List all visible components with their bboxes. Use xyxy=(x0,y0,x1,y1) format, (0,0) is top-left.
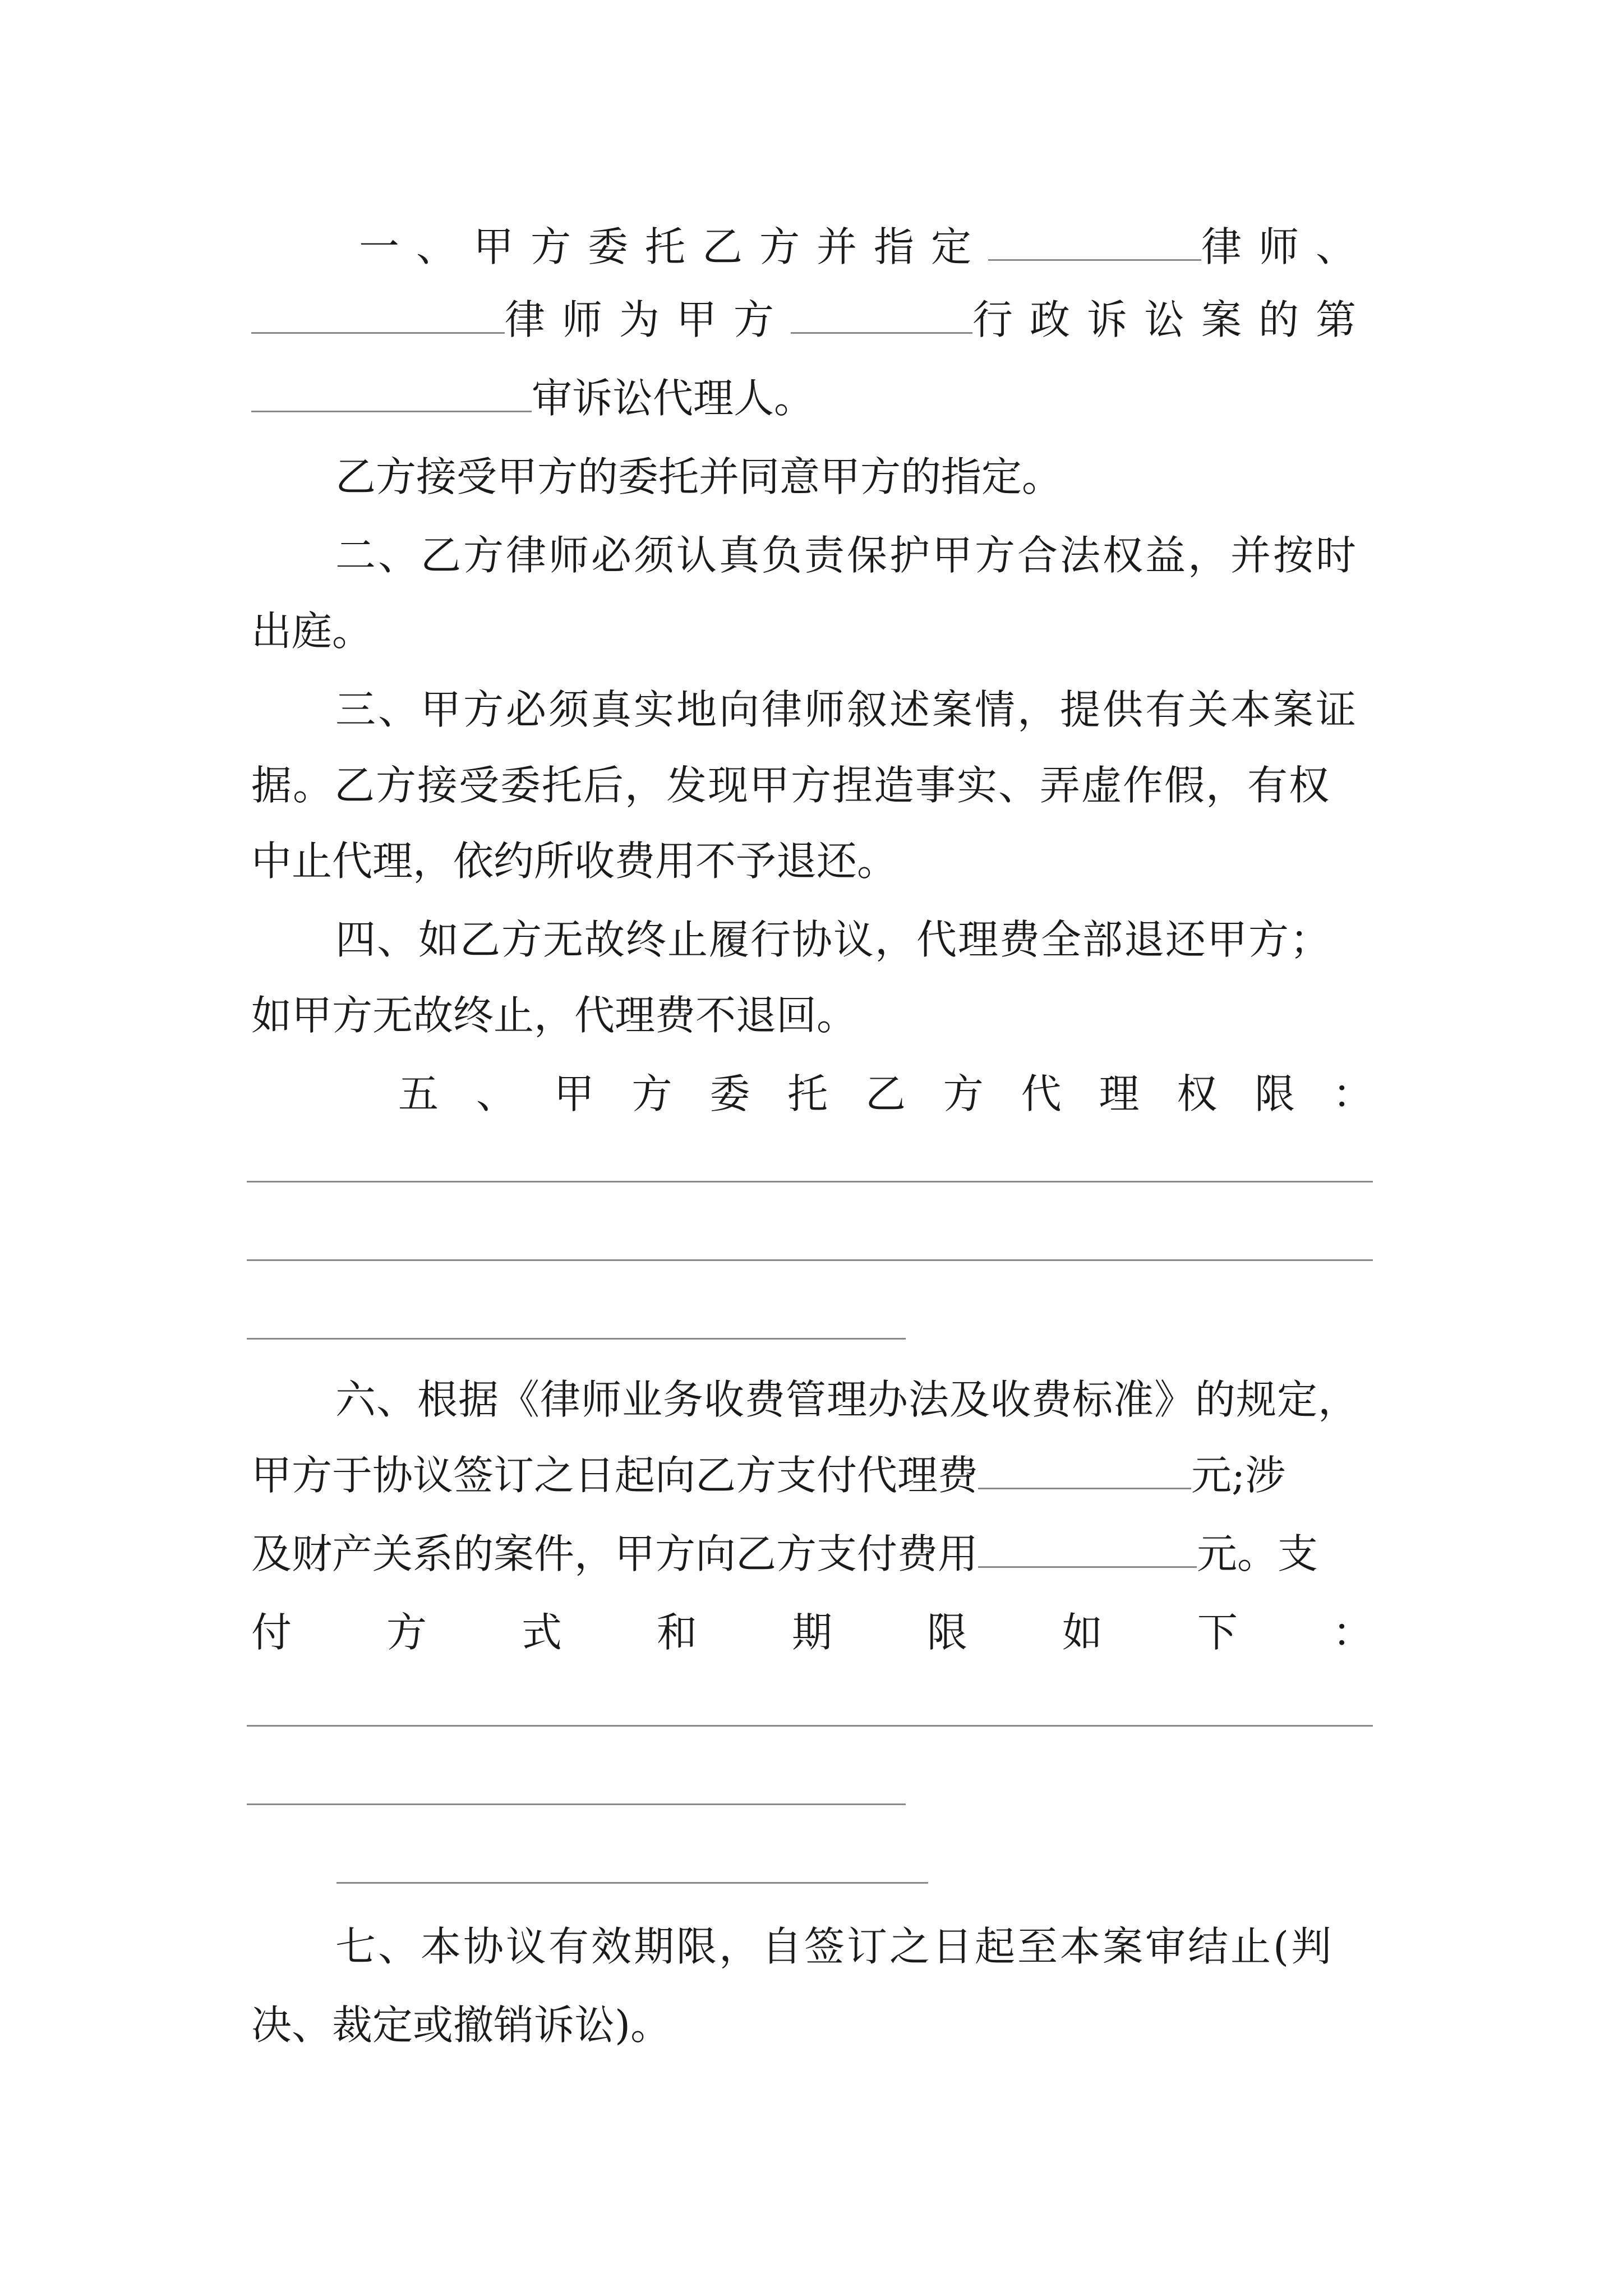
authority-blank-line-2[interactable] xyxy=(247,1259,1373,1261)
clause3-line2: 据。乙方接受委托后，发现甲方捏造事实、弄虚作假，有权 xyxy=(251,762,1331,809)
clause5-title-char: 、 xyxy=(476,1070,517,1117)
clause5-title-char: 乙 xyxy=(865,1070,906,1117)
clause1-lawyer: 律师、 xyxy=(1201,223,1373,270)
authority-blank-line-1[interactable] xyxy=(247,1181,1373,1182)
trial-level-field[interactable] xyxy=(251,359,532,412)
clause1-case-type: 行政诉讼案的第 xyxy=(972,296,1373,343)
client-name-field[interactable] xyxy=(791,280,972,334)
authority-blank-line-3[interactable] xyxy=(247,1338,906,1340)
clause5-title-char: ： xyxy=(1332,1070,1373,1117)
lawyer2-name-field[interactable] xyxy=(251,280,505,334)
clause2-line2: 出庭。 xyxy=(251,608,373,655)
clause4-line1: 四、如乙方无故终止履行协议，代理费全部退还甲方； xyxy=(335,916,1332,963)
agency-fee-field[interactable] xyxy=(978,1436,1191,1489)
clause6-line2 xyxy=(251,1436,1373,1515)
clause6-payment-title-char: 如 xyxy=(1062,1609,1103,1656)
clause5-title-char: 方 xyxy=(631,1070,672,1117)
clause6-payment-title-char: 式 xyxy=(521,1609,562,1656)
clause1-lead: 一、甲方委托乙方并指定 xyxy=(359,223,989,270)
clause6-payment-title-char: 和 xyxy=(656,1609,697,1656)
clause7-line1: 七、本协议有效期限，自签订之日起至本案审结止(判 xyxy=(335,1923,1334,1970)
clause6-line3-text: 及财产关系的案件，甲方向乙方支付费用 xyxy=(251,1530,979,1577)
clause6-payment-title-char: 限 xyxy=(926,1609,967,1656)
clause6-line2-unit: 元;涉 xyxy=(1191,1452,1286,1499)
clause4-line2: 如甲方无故终止，代理费不退回。 xyxy=(251,992,857,1039)
clause6-line3 xyxy=(251,1515,1373,1593)
payment-blank-line-1[interactable] xyxy=(247,1725,1373,1727)
clause6-payment-title-char: 方 xyxy=(386,1609,427,1656)
clause7-line2: 决、裁定或撤销诉讼)。 xyxy=(251,2001,671,2049)
clause5-title-char: 甲 xyxy=(554,1070,594,1117)
clause1-accept: 乙方接受甲方的委托并同意甲方的指定。 xyxy=(335,453,1063,500)
clause6-line3-unit: 元。支 xyxy=(1197,1530,1318,1577)
clause6-payment-title-char: 期 xyxy=(791,1609,832,1656)
clause5-title-char: 代 xyxy=(1021,1070,1062,1117)
clause2-line1: 二、乙方律师必须认真负责保护甲方合法权益，并按时 xyxy=(335,532,1359,579)
clause5-title-char: 方 xyxy=(943,1070,984,1117)
clause3-line3: 中止代理，依约所收费用不予退还。 xyxy=(251,838,898,885)
lawyer1-name-field[interactable] xyxy=(988,208,1201,261)
clause3-line1: 三、甲方必须真实地向律师叙述案情，提供有关本案证 xyxy=(335,686,1359,733)
payment-blank-line-3[interactable] xyxy=(336,1882,928,1884)
clause6-payment-title-char: 下 xyxy=(1197,1609,1238,1656)
clause1-line2 xyxy=(251,280,1373,359)
property-fee-field[interactable] xyxy=(978,1515,1197,1568)
clause5-title-char: 限 xyxy=(1255,1070,1295,1117)
clause6-payment-title xyxy=(251,1593,1373,1672)
clause1-line3 xyxy=(251,359,1373,438)
clause6-line2-text: 甲方于协议签订之日起向乙方支付代理费 xyxy=(251,1452,979,1499)
clause5-title-char: 托 xyxy=(787,1070,828,1117)
clause1-tail: 审诉讼代理人。 xyxy=(532,375,815,422)
clause6-payment-title-char: 付 xyxy=(251,1609,292,1656)
clause6-line1: 六、根据《律师业务收费管理办法及收费标准》的规定， xyxy=(335,1376,1359,1423)
clause1-mid: 律师为甲方 xyxy=(504,296,791,343)
clause6-payment-title-char: ： xyxy=(1332,1609,1373,1656)
clause1-line1 xyxy=(359,208,1373,286)
payment-blank-line-2[interactable] xyxy=(247,1803,906,1805)
clause5-title-char: 权 xyxy=(1177,1070,1218,1117)
clause5-title-char: 五 xyxy=(398,1070,439,1117)
clause5-title xyxy=(398,1055,1373,1133)
clause5-title-char: 委 xyxy=(709,1070,750,1117)
clause5-title-char: 理 xyxy=(1099,1070,1140,1117)
